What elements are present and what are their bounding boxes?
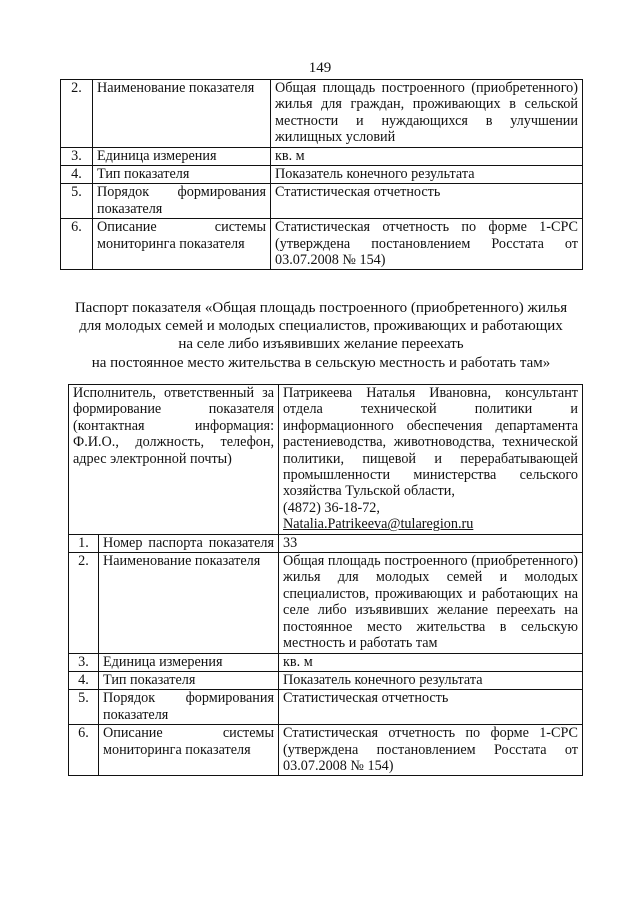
table-row <box>61 166 583 184</box>
table-row <box>61 219 583 270</box>
row-number: 2. <box>69 553 99 653</box>
row-number: 6. <box>61 219 93 270</box>
table-row <box>61 147 583 165</box>
row-label: Наименование показателя <box>93 80 271 148</box>
row-value: Общая площадь построенного (приобретенного) жилья для граждан, проживающих в сельской местности и нуждающихся в улучшении жилищных условий <box>271 80 583 148</box>
row-value: Общая площадь построенного (приобретенного) жилья для молодых семей и молодых специалистов, проживающих и работающих на селе либо изъявивших желание переехать на постоянное место жительства в сельскую местность и работать там <box>279 553 583 653</box>
row-value: Статистическая отчетность <box>279 690 583 725</box>
row-value: кв. м <box>279 653 583 671</box>
executor-value <box>279 385 583 535</box>
table-row <box>61 184 583 219</box>
table-row <box>69 653 583 671</box>
table-row <box>69 725 583 776</box>
table-row <box>69 690 583 725</box>
row-label: Тип показателя <box>93 166 271 184</box>
row-label: Единица измерения <box>99 653 279 671</box>
row-number: 4. <box>69 671 99 689</box>
row-value: кв. м <box>271 147 583 165</box>
table-row <box>61 80 583 148</box>
table-row <box>69 534 583 552</box>
row-value: Статистическая отчетность по форме 1-СРС (утверждена постановлением Росстата от 03.07.2008 № 154) <box>271 219 583 270</box>
row-number: 4. <box>61 166 93 184</box>
row-label: Тип показателя <box>99 671 279 689</box>
table-row <box>69 553 583 653</box>
row-label: Порядок формирования показателя <box>93 184 271 219</box>
row-number: 3. <box>61 147 93 165</box>
executor-label: Исполнитель, ответственный за формирование показателя (контактная информация: Ф.И.О., должность, телефон, адрес электронной почты) <box>69 385 279 535</box>
row-value: Показатель конечного результата <box>271 166 583 184</box>
row-value: Статистическая отчетность по форме 1-СРС (утверждена постановлением Росстата от 03.07.2008 № 154) <box>279 725 583 776</box>
row-label: Описание системы мониторинга показателя <box>99 725 279 776</box>
indicator-table-top <box>60 79 583 270</box>
page-number: 149 <box>308 60 332 76</box>
passport-title-line: Паспорт показателя «Общая площадь построенного (приобретенного) жилья <box>74 300 568 316</box>
row-label: Единица измерения <box>93 147 271 165</box>
executor-phone: (4872) 36-18-72, <box>283 499 380 516</box>
row-number: 5. <box>61 184 93 219</box>
row-label: Наименование показателя <box>99 553 279 653</box>
row-label: Описание системы мониторинга показателя <box>93 219 271 270</box>
row-number: 1. <box>69 534 99 552</box>
executor-row <box>69 385 583 535</box>
executor-name-position: Патрикеева Наталья Ивановна, консультант отдела технической политики и информационного обеспечения департамента растениеводства, животноводства, технической политики, пищевой и перерабатывающей промышленности министерства сельского хозяйства Тульской области, <box>283 385 579 500</box>
row-number: 6. <box>69 725 99 776</box>
executor-email: Natalia.Patrikeeva@tularegion.ru <box>283 516 474 533</box>
row-value: Статистическая отчетность <box>271 184 583 219</box>
passport-title-line: на постоянное место жительства в сельскую местность и работать там» <box>91 354 551 371</box>
table-row <box>69 671 583 689</box>
passport-title-line: для молодых семей и молодых специалистов, проживающих и работающих <box>79 318 563 335</box>
row-number: 3. <box>69 653 99 671</box>
row-number: 5. <box>69 690 99 725</box>
row-label: Порядок формирования показателя <box>99 690 279 725</box>
row-label: Номер паспорта показателя <box>99 534 279 552</box>
row-number: 2. <box>61 80 93 148</box>
row-value: 33 <box>279 534 583 552</box>
indicator-passport-table <box>68 384 583 776</box>
passport-title <box>60 299 582 372</box>
passport-title-line: на селе либо изъявивших желание переехать <box>178 336 464 353</box>
row-value: Показатель конечного результата <box>279 671 583 689</box>
